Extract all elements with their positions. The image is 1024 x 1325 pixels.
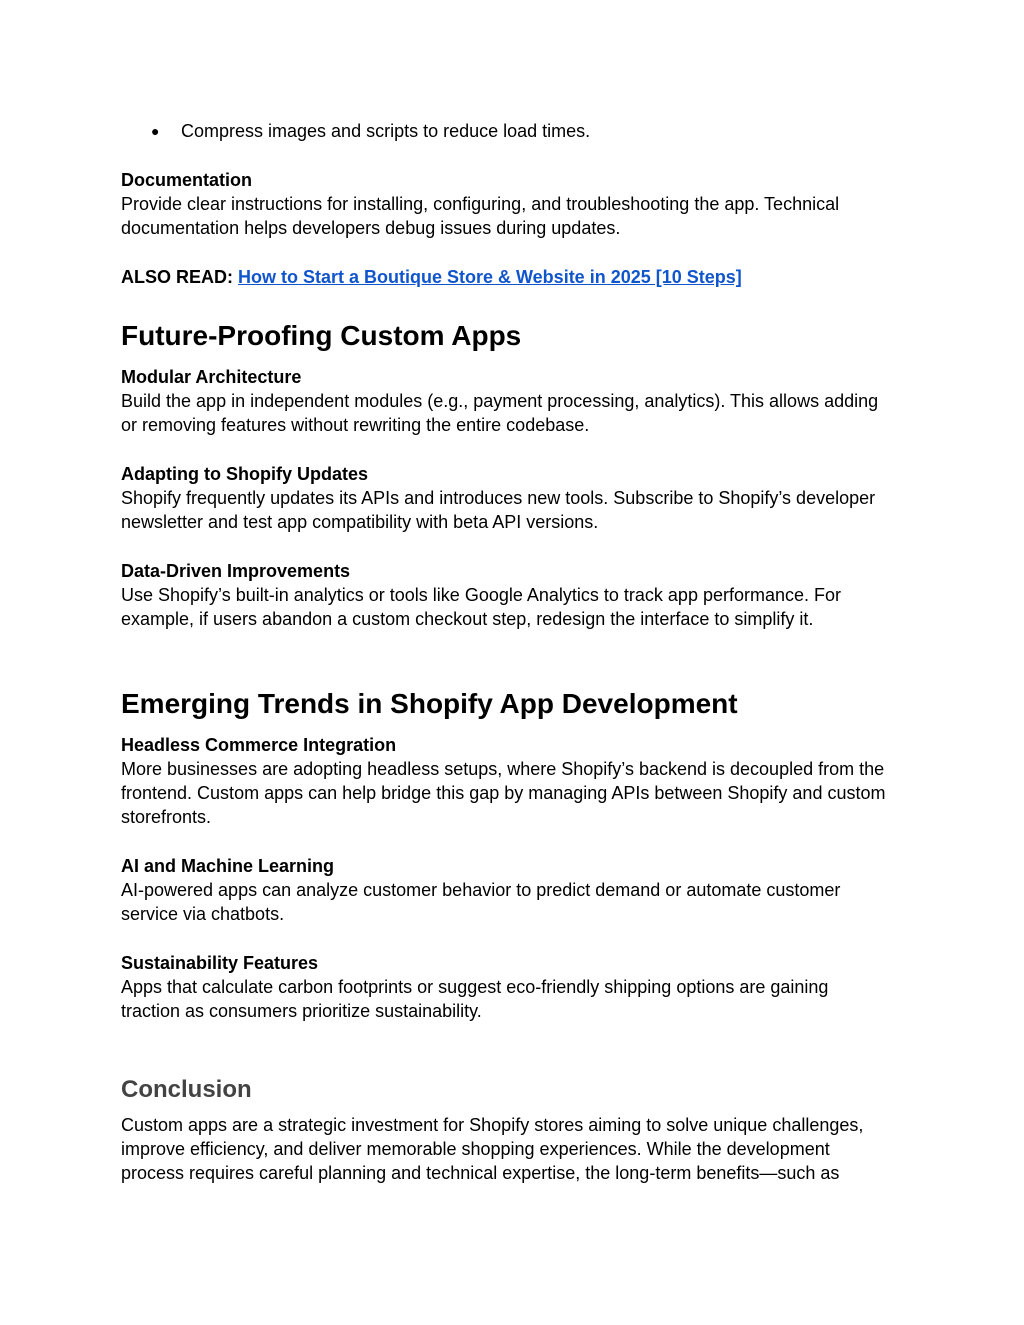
subsection-heading: Data-Driven Improvements — [121, 561, 351, 581]
paragraph-line: Build the app in independent modules (e.g., payment processing, analytics). This allows adding — [121, 391, 879, 411]
paragraph-line: example, if users abandon a custom checkout step, redesign the interface to simplify it. — [121, 609, 814, 629]
paragraph-line: Apps that calculate carbon footprints or suggest eco-friendly shipping options are gaining — [121, 977, 829, 997]
paragraph-line: newsletter and test app compatibility with beta API versions. — [121, 512, 599, 532]
paragraph-line: or removing features without rewriting the entire codebase. — [121, 415, 590, 435]
documentation-line: Provide clear instructions for installing, configuring, and troubleshooting the app. Technical — [121, 194, 840, 214]
bullet-dot-icon: ● — [151, 123, 160, 139]
paragraph-line: improve efficiency, and deliver memorable shopping experiences. While the development — [121, 1139, 830, 1159]
paragraph-line: traction as consumers prioritize sustainability. — [121, 1001, 482, 1021]
paragraph-line: service via chatbots. — [121, 904, 285, 924]
section-title-emerging-trends: Emerging Trends in Shopify App Development — [121, 688, 738, 719]
paragraph-line: Use Shopify’s built-in analytics or tools like Google Analytics to track app performance. For — [121, 585, 841, 605]
section-title-future-proofing: Future-Proofing Custom Apps — [121, 320, 522, 351]
subsection-heading: Adapting to Shopify Updates — [121, 464, 368, 484]
documentation-heading: Documentation — [121, 170, 253, 190]
also-read-line — [121, 265, 742, 289]
paragraph-line: More businesses are adopting headless setups, where Shopify’s backend is decoupled from the — [121, 759, 885, 779]
paragraph-line: process requires careful planning and technical expertise, the long-term benefits—such as — [121, 1163, 840, 1183]
bullet-text: Compress images and scripts to reduce load times. — [181, 121, 591, 141]
also-read-link[interactable]: How to Start a Boutique Store & Website in 2025 [10 Steps] — [238, 267, 742, 287]
paragraph-line: frontend. Custom apps can help bridge this gap by managing APIs between Shopify and custom — [121, 783, 886, 803]
section-title-conclusion: Conclusion — [121, 1076, 252, 1103]
subsection-heading: AI and Machine Learning — [121, 856, 335, 876]
paragraph-line: Shopify frequently updates its APIs and introduces new tools. Subscribe to Shopify’s developer — [121, 488, 876, 508]
subsection-heading: Sustainability Features — [121, 953, 319, 973]
paragraph-line: Custom apps are a strategic investment for Shopify stores aiming to solve unique challenges, — [121, 1115, 864, 1135]
subsection-heading: Modular Architecture — [121, 367, 302, 387]
also-read-prefix: ALSO READ: — [121, 267, 238, 287]
documentation-line: documentation helps developers debug issues during updates. — [121, 218, 621, 238]
paragraph-line: storefronts. — [121, 807, 212, 827]
subsection-heading: Headless Commerce Integration — [121, 735, 397, 755]
paragraph-line: AI-powered apps can analyze customer behavior to predict demand or automate customer — [121, 880, 841, 900]
